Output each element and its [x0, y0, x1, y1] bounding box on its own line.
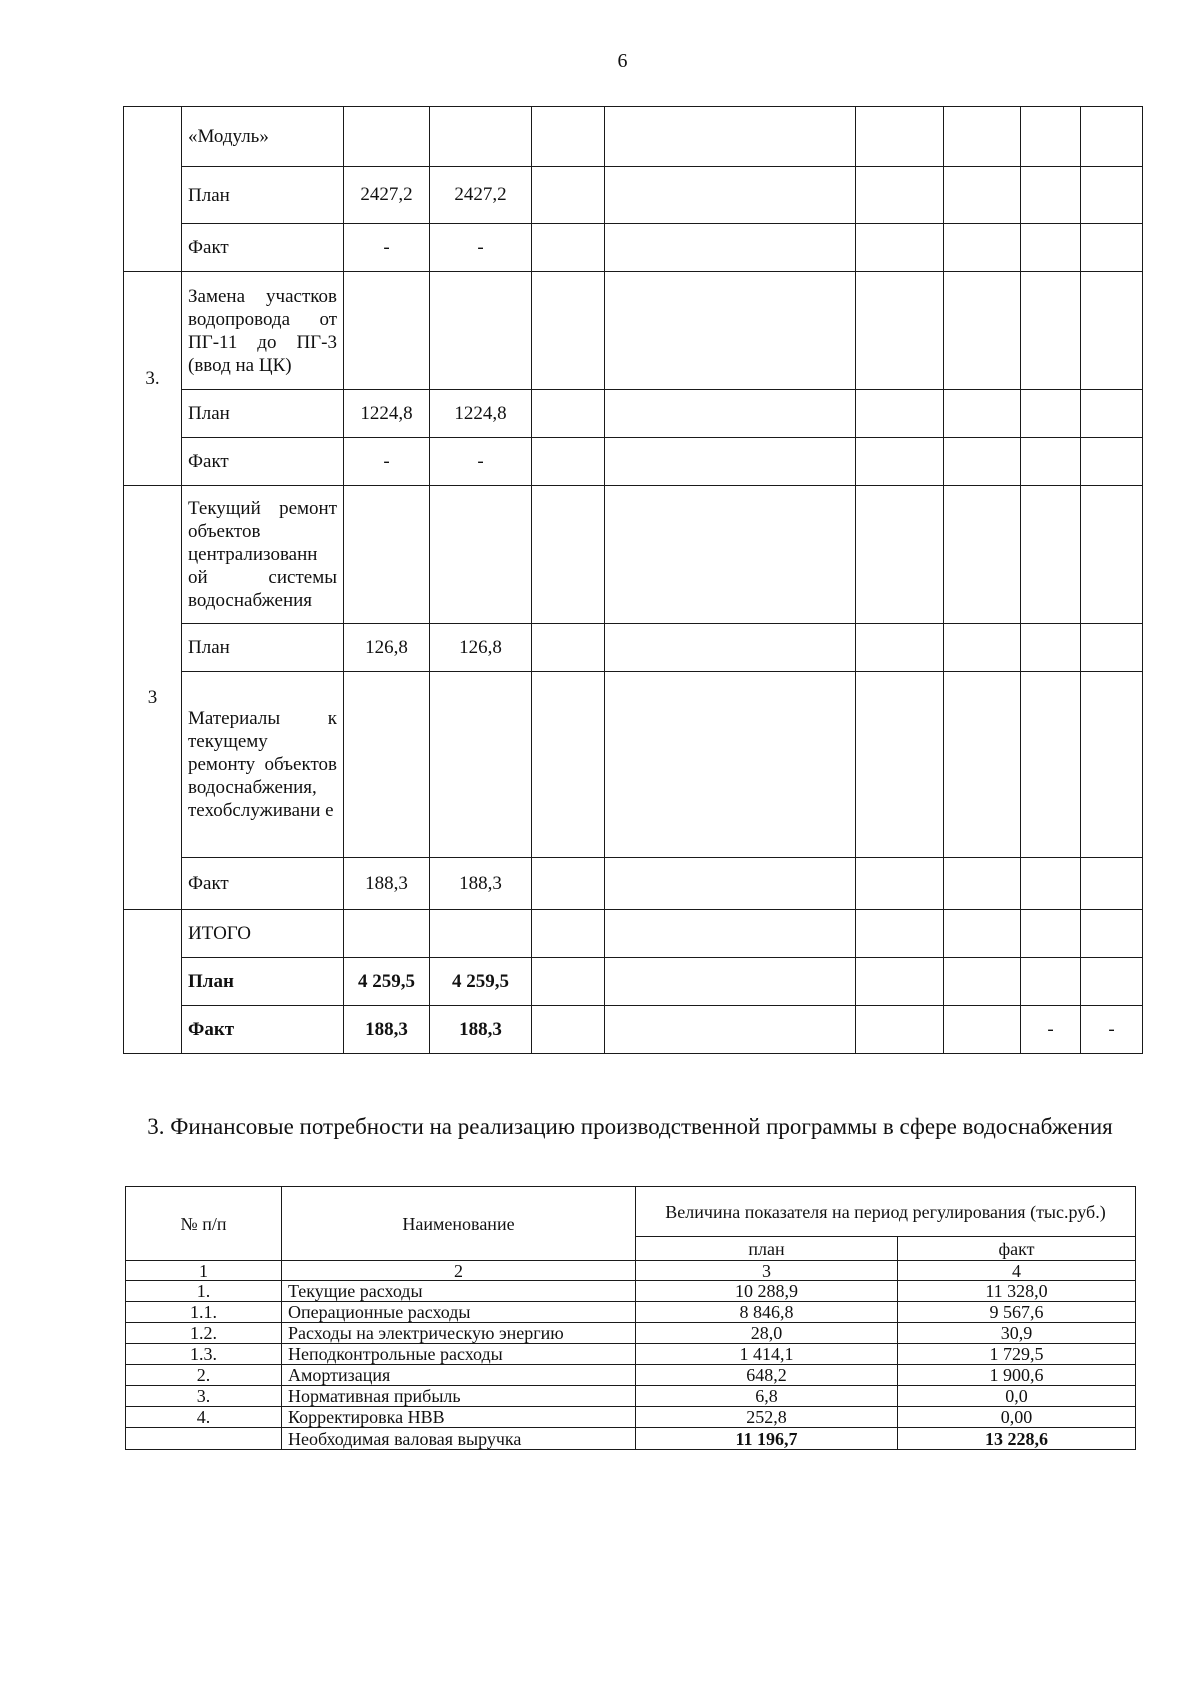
- table-row: [124, 910, 1143, 958]
- works-table: [123, 106, 1143, 1054]
- table-row: [124, 858, 1143, 910]
- plan-value: 6,8: [636, 1386, 898, 1407]
- value-cell: -: [344, 438, 430, 486]
- table-row: [126, 1281, 1136, 1302]
- table-row: [124, 167, 1143, 224]
- index-cell: 4: [898, 1261, 1136, 1281]
- row-num: [126, 1428, 282, 1450]
- value-cell: [344, 910, 430, 958]
- table-row: [126, 1344, 1136, 1365]
- row-name: Факт: [182, 224, 344, 272]
- row-name: Факт: [182, 858, 344, 910]
- row-name: Амортизация: [282, 1365, 636, 1386]
- row-name: Необходимая валовая выручка: [282, 1428, 636, 1450]
- value-cell: [344, 107, 430, 167]
- value-cell: [344, 486, 430, 624]
- value-cell: -: [430, 438, 532, 486]
- row-name: ИТОГО: [182, 910, 344, 958]
- row-name: Текущие расходы: [282, 1281, 636, 1302]
- index-cell: 1: [126, 1261, 282, 1281]
- header-plan: план: [636, 1237, 898, 1261]
- value-cell: 188,3: [344, 1006, 430, 1054]
- value-cell: [430, 107, 532, 167]
- row-name: План: [182, 390, 344, 438]
- fact-value: 1 900,6: [898, 1365, 1136, 1386]
- row-name: «Модуль»: [182, 107, 344, 167]
- page-number: 6: [617, 50, 628, 72]
- row-name: Расходы на электрическую энергию: [282, 1323, 636, 1344]
- header-period: Величина показателя на период регулирования (тыс.руб.): [636, 1187, 1136, 1237]
- value-cell: [430, 486, 532, 624]
- row-name: План: [182, 958, 344, 1006]
- value-cell: 1224,8: [430, 390, 532, 438]
- value-cell: -: [430, 224, 532, 272]
- row-name: План: [182, 624, 344, 672]
- table-row: [126, 1323, 1136, 1344]
- index-cell: 3: [636, 1261, 898, 1281]
- section-title: 3. Финансовые потребности на реализацию производственной программы в сфере водоснабжения: [147, 1114, 1113, 1139]
- fact-value: 13 228,6: [898, 1428, 1136, 1450]
- value-cell: 2427,2: [430, 167, 532, 224]
- table-row: [126, 1428, 1136, 1450]
- header-fact: факт: [898, 1237, 1136, 1261]
- plan-value: 10 288,9: [636, 1281, 898, 1302]
- table-row: [124, 672, 1143, 858]
- table-row: [126, 1302, 1136, 1323]
- table-row: [124, 224, 1143, 272]
- row-name: Операционные расходы: [282, 1302, 636, 1323]
- value-cell: 4 259,5: [344, 958, 430, 1006]
- row-number-cell: [124, 910, 182, 1054]
- fact-value: 1 729,5: [898, 1344, 1136, 1365]
- value-cell: [430, 672, 532, 858]
- value-cell: 188,3: [430, 1006, 532, 1054]
- row-num: 4.: [126, 1407, 282, 1428]
- row-num: 3.: [126, 1386, 282, 1407]
- header-num: № п/п: [126, 1187, 282, 1261]
- row-name: Замена участков водопровода от ПГ-11 до ПГ-3 (ввод на ЦК): [182, 272, 344, 390]
- value-cell: [344, 272, 430, 390]
- table-row: [124, 107, 1143, 167]
- plan-value: 1 414,1: [636, 1344, 898, 1365]
- row-num: 1.: [126, 1281, 282, 1302]
- row-name: Неподконтрольные расходы: [282, 1344, 636, 1365]
- table-row: [124, 438, 1143, 486]
- row-num: 1.3.: [126, 1344, 282, 1365]
- header-name: Наименование: [282, 1187, 636, 1261]
- plan-value: 8 846,8: [636, 1302, 898, 1323]
- table-row: [124, 1006, 1143, 1054]
- table-row: [124, 390, 1143, 438]
- index-cell: 2: [282, 1261, 636, 1281]
- row-name: Факт: [182, 1006, 344, 1054]
- value-cell: [430, 910, 532, 958]
- finance-table: [125, 1186, 1136, 1450]
- fact-value: 0,00: [898, 1407, 1136, 1428]
- fact-value: 0,0: [898, 1386, 1136, 1407]
- plan-value: 11 196,7: [636, 1428, 898, 1450]
- value-cell: 188,3: [344, 858, 430, 910]
- table-row: [124, 624, 1143, 672]
- plan-value: 648,2: [636, 1365, 898, 1386]
- fact-value: 11 328,0: [898, 1281, 1136, 1302]
- value-cell: 126,8: [430, 624, 532, 672]
- row-number: 3.: [124, 272, 182, 486]
- fact-value: 9 567,6: [898, 1302, 1136, 1323]
- row-num: 1.1.: [126, 1302, 282, 1323]
- table-row: [126, 1386, 1136, 1407]
- table-row: [124, 958, 1143, 1006]
- row-name: Нормативная прибыль: [282, 1386, 636, 1407]
- value-cell: [344, 672, 430, 858]
- table-row: [126, 1365, 1136, 1386]
- value-cell: 126,8: [344, 624, 430, 672]
- row-name: Факт: [182, 438, 344, 486]
- row-num: 1.2.: [126, 1323, 282, 1344]
- row-name: Текущий ремонт объектов централизованн ой системы водоснабжения: [182, 486, 344, 624]
- value-cell: -: [344, 224, 430, 272]
- value-cell: -: [1081, 1006, 1143, 1054]
- row-name: План: [182, 167, 344, 224]
- value-cell: [430, 272, 532, 390]
- row-name: Материалы к текущему ремонту объектов водоснабжения, техобслуживани е: [182, 672, 344, 858]
- row-number: 3: [124, 486, 182, 910]
- table-row: [124, 272, 1143, 390]
- row-num: 2.: [126, 1365, 282, 1386]
- value-cell: 4 259,5: [430, 958, 532, 1006]
- fact-value: 30,9: [898, 1323, 1136, 1344]
- value-cell: -: [1021, 1006, 1081, 1054]
- row-number-cell: [124, 107, 182, 272]
- table-row: [124, 486, 1143, 624]
- table-row: [126, 1407, 1136, 1428]
- value-cell: 1224,8: [344, 390, 430, 438]
- value-cell: 188,3: [430, 858, 532, 910]
- value-cell: 2427,2: [344, 167, 430, 224]
- row-name: Корректировка НВВ: [282, 1407, 636, 1428]
- plan-value: 28,0: [636, 1323, 898, 1344]
- plan-value: 252,8: [636, 1407, 898, 1428]
